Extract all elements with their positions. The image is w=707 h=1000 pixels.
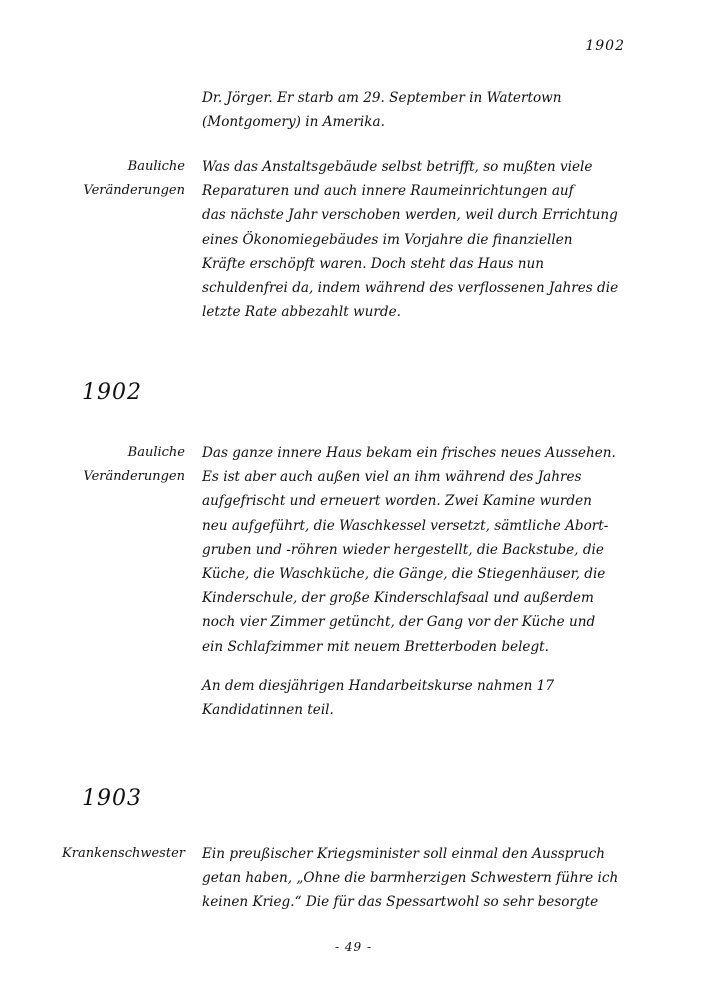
running-head: 1902 — [585, 38, 625, 54]
text-line: Was das Anstaltsgebäude selbst betrifft, so mußten viele — [202, 159, 593, 175]
text-line: (Montgomery) in Amerika. — [202, 114, 385, 131]
text-line: Reparaturen und auch innere Raumeinrichtungen auf — [202, 183, 574, 200]
paragraph-buildings-repairs — [202, 155, 630, 324]
text-line: An dem diesjährigen Handarbeitskurse nahmen 17 — [202, 678, 554, 694]
margin-label-line: Veränderungen — [83, 183, 185, 198]
text-line: aufgefrischt und erneuert worden. Zwei Kamine wurden — [202, 493, 592, 510]
paragraph-house-renovation — [202, 441, 630, 659]
margin-label-bauliche-veraenderungen — [35, 441, 185, 489]
text-line: eines Ökonomiegebäudes im Vorjahre die finanziellen — [202, 231, 573, 248]
text-line: noch vier Zimmer getüncht, der Gang vor der Küche und — [202, 614, 596, 631]
margin-label-line: Krankenschwester — [62, 846, 185, 861]
text-line: neu aufgeführt, die Waschkessel versetzt, sämtliche Abort- — [202, 517, 609, 534]
text-line: Dr. Jörger. Er starb am 29. September in Watertown — [202, 90, 562, 106]
text-line: gruben und -röhren wieder hergestellt, die Backstube, die — [202, 541, 604, 558]
margin-label-line: Veränderungen — [83, 469, 185, 484]
paragraph-needlework-course — [202, 674, 630, 722]
page-number: - 49 - — [334, 940, 372, 954]
text-line: ein Schlafzimmer mit neuem Bretterboden belegt. — [202, 638, 549, 655]
text-line: schuldenfrei da, indem während des verflossenen Jahres die — [202, 280, 619, 297]
year-heading: 1902 — [82, 380, 142, 405]
margin-label-krankenschwester — [35, 842, 185, 866]
text-line: keinen Krieg.“ Die für das Spessartwohl so sehr besorgte — [202, 894, 599, 911]
text-line: letzte Rate abbezahlt wurde. — [202, 304, 401, 321]
text-line: Kandidatinnen teil. — [202, 702, 334, 719]
text-line: Küche, die Waschküche, die Gänge, die Stiegenhäuser, die — [202, 566, 606, 583]
text-line: das nächste Jahr verschoben werden, weil durch Errichtung — [202, 207, 618, 224]
year-heading: 1903 — [82, 786, 142, 811]
text-line: Kräfte erschöpft waren. Doch steht das Haus nun — [202, 255, 545, 272]
text-line: Ein preußischer Kriegsminister soll einmal den Ausspruch — [202, 846, 606, 862]
paragraph-nursing-sisters — [202, 842, 630, 915]
text-line: Das ganze innere Haus bekam ein frisches neues Aussehen. — [202, 445, 616, 461]
text-line: Es ist aber auch außen viel an ihm während des Jahres — [202, 469, 582, 486]
text-line: getan haben, „Ohne die barmherzigen Schwestern führe ich — [202, 870, 619, 887]
margin-label-bauliche-veraenderungen — [35, 155, 185, 203]
margin-label-line: Bauliche — [127, 159, 185, 174]
text-line: Kinderschule, der große Kinderschlafsaal und außerdem — [202, 590, 594, 607]
continuation-paragraph — [202, 86, 630, 134]
margin-label-line: Bauliche — [127, 445, 185, 460]
